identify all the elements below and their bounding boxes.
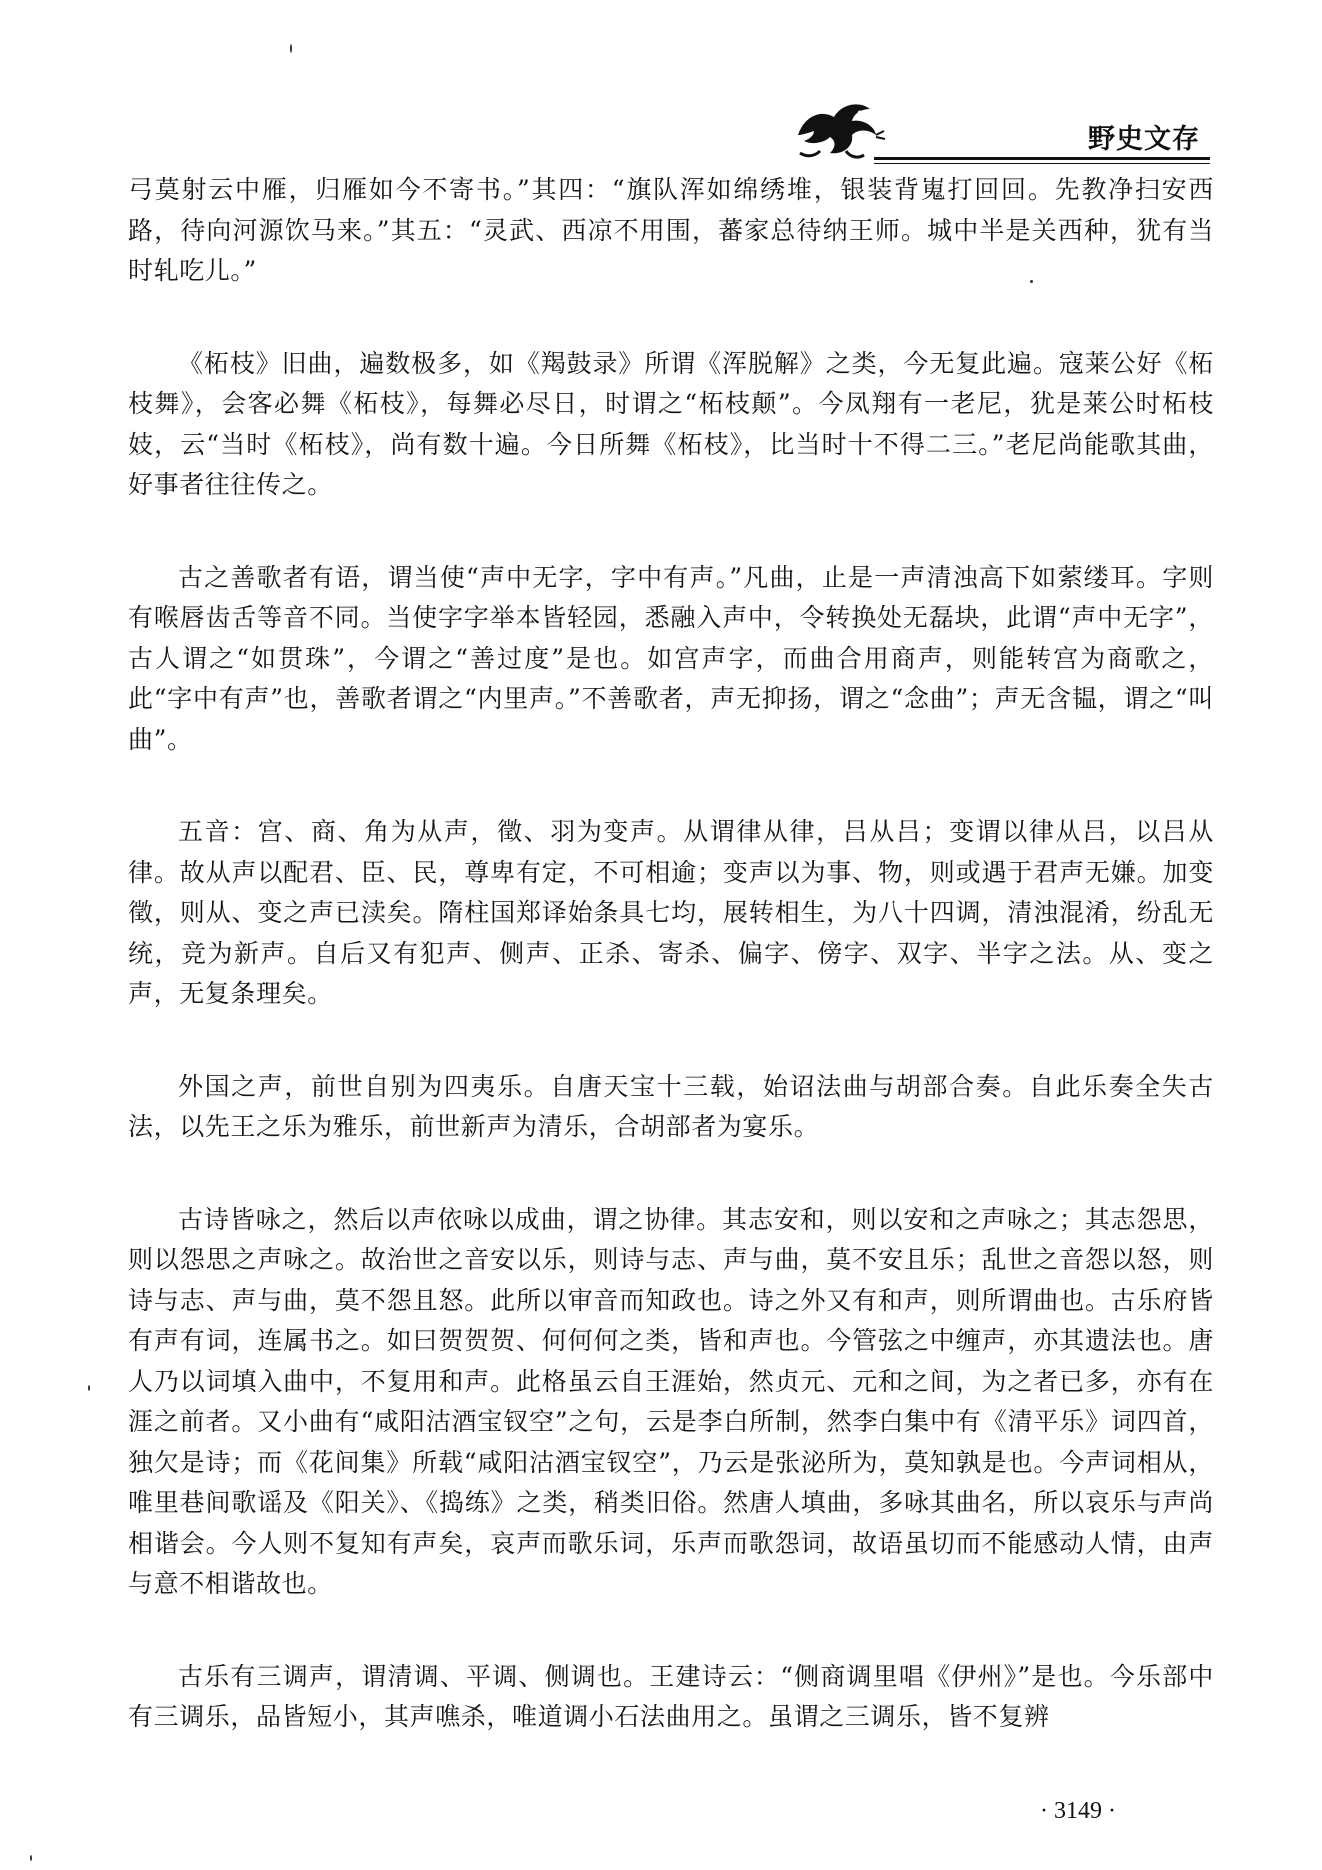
running-header [790,95,1210,165]
scan-speck [1030,280,1033,283]
paragraph-continued: 弓莫射云中雁，归雁如今不寄书。”其四：“旗队浑如绵绣堆，银装背嵬打回回。先教净扫安西路，待向河源饮马来。”其五：“灵武、西凉不用围，蕃家总待纳王师。城中半是关西种，犹有当时轧吃儿。” [128,175,1214,285]
paragraph: 古诗皆咏之，然后以声依咏以成曲，谓之协律。其志安和，则以安和之声咏之；其志怨思，则以怨思之声咏之。故治世之音安以乐，则诗与志、声与曲，莫不安且乐；乱世之音怨以怒，则诗与志、声与曲，莫不怨且怒。此所以审音而知政也。诗之外又有和声，则所谓曲也。古乐府皆有声有词，连属书之。如曰贺贺贺、何何何之类，皆和声也。今管弦之中缠声，亦其遗法也。唐人乃以词填入曲中，不复用和声。此格虽云自王涯始，然贞元、元和之间，为之者已多，亦有在涯之前者。又小曲有“咸阳沽酒宝钗空”之句，云是李白所制，然李白集中有《清平乐》词四首，独欠是诗；而《花间集》所载“咸阳沽酒宝钗空”，乃云是张泌所为，莫知孰是也。今声词相从，唯里巷间歌谣及《阳关》、《捣练》之类，稍类旧俗。然唐人填曲，多咏其曲名，所以哀乐与声尚相谐会。今人则不复知有声矣，哀声而歌乐词，乐声而歌怨词，故语虽切而不能感动人情，由声与意不相谐故也。 [128,1204,1214,1598]
page-number: · 3149 · [1040,1798,1116,1824]
scan-speck [290,44,292,53]
paragraph: 外国之声，前世自别为四夷乐。自唐天宝十三载，始诏法曲与胡部合奏。自此乐奏全失古法，以先王之乐为雅乐，前世新声为清乐，合胡部者为宴乐。 [128,1071,1214,1141]
dragon-emblem-icon [790,95,886,163]
scan-speck [30,1855,32,1861]
paragraph: 古乐有三调声，谓清调、平调、侧调也。王建诗云：“侧商调里唱《伊州》”是也。今乐部中有三调乐，品皆短小，其声噍杀，唯道调小石法曲用之。虽谓之三调乐，皆不复辨 [128,1661,1214,1731]
paragraph: 《柘枝》旧曲，遍数极多，如《羯鼓录》所谓《浑脱解》之类，今无复此遍。寇莱公好《柘枝舞》，会客必舞《柘枝》，每舞必尽日，时谓之“柘枝颠”。今凤翔有一老尼，犹是莱公时柘枝妓，云“当时《柘枝》，尚有数十遍。今日所舞《柘枝》，比当时十不得二三。”老尼尚能歌其曲，好事者往往传之。 [128,348,1214,499]
paragraph: 古之善歌者有语，谓当使“声中无字，字中有声。”凡曲，止是一声清浊高下如萦缕耳。字则有喉唇齿舌等音不同。当使字字举本皆轻园，悉融入声中，令转换处无磊块，此谓“声中无字”，古人谓之“如贯珠”，今谓之“善过度”是也。如宫声字，而曲合用商声，则能转宫为商歌之，此“字中有声”也，善歌者谓之“内里声。”不善歌者，声无抑扬，谓之“念曲”；声无含韫，谓之“叫曲”。 [128,562,1214,754]
scan-speck [88,1385,90,1391]
body-text [128,170,1214,1738]
header-rule [874,157,1210,160]
paragraph: 五音：宫、商、角为从声，徵、羽为变声。从谓律从律，吕从吕；变谓以律从吕，以吕从律。故从声以配君、臣、民，尊卑有定，不可相逾；变声以为事、物，则或遇于君声无嫌。加变徵，则从、变之声已渎矣。隋柱国郑译始条具七均，展转相生，为八十四调，清浊混淆，纷乱无统，竞为新声。自后又有犯声、侧声、正杀、寄杀、偏字、傍字、双字、半字之法。从、变之声，无复条理矣。 [128,817,1214,1008]
series-title: 野史文存 [1088,124,1200,155]
header-rule-thin [874,163,1210,164]
